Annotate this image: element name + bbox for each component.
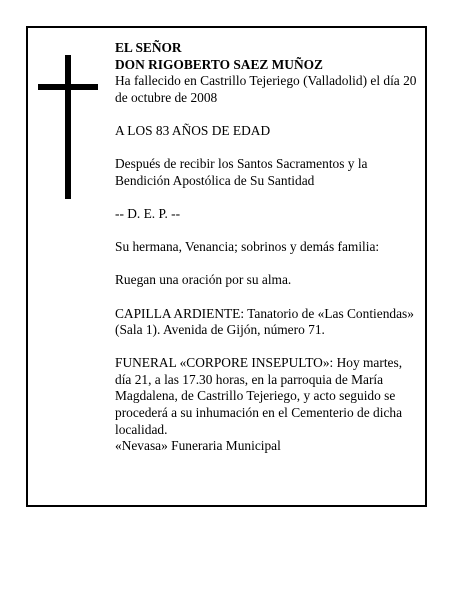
family-line: Su hermana, Venancia; sobrinos y demás familia: xyxy=(115,239,380,255)
deceased-name: DON RIGOBERTO SAEZ MUÑOZ xyxy=(115,56,323,72)
prayer-request: Ruegan una oración por su alma. xyxy=(115,272,292,288)
age-statement: A LOS 83 AÑOS DE EDAD xyxy=(115,122,271,138)
wake-details: CAPILLA ARDIENTE: Tanatorio de «Las Contiendas» (Sala 1). Avenida de Gijón, número 71. xyxy=(115,305,414,338)
funeral-details: FUNERAL «CORPORE INSEPULTO»: Hoy martes, día 21, a las 17.30 horas, en la parroquia de María Magdalena, de Castrillo Tejeriego, y acto seguido se procederá a su inhumación en el Cementerio de dicha localidad. xyxy=(115,355,403,437)
funeral-home: «Nevasa» Funeraria Municipal xyxy=(115,438,281,454)
cross-icon xyxy=(38,55,98,199)
death-statement: Ha fallecido en Castrillo Tejeriego (Valladolid) el día 20 de octubre de 2008 xyxy=(115,73,417,105)
honorific: EL SEÑOR xyxy=(115,40,182,55)
notice-text xyxy=(115,40,420,455)
obituary-notice xyxy=(26,26,427,507)
cross-vertical-bar xyxy=(65,55,71,199)
rip-line: -- D. E. P. -- xyxy=(115,205,181,221)
sacraments-statement: Después de recibir los Santos Sacramentos y la Bendición Apostólica de Su Santidad xyxy=(115,156,368,188)
cross-horizontal-bar xyxy=(38,84,98,90)
